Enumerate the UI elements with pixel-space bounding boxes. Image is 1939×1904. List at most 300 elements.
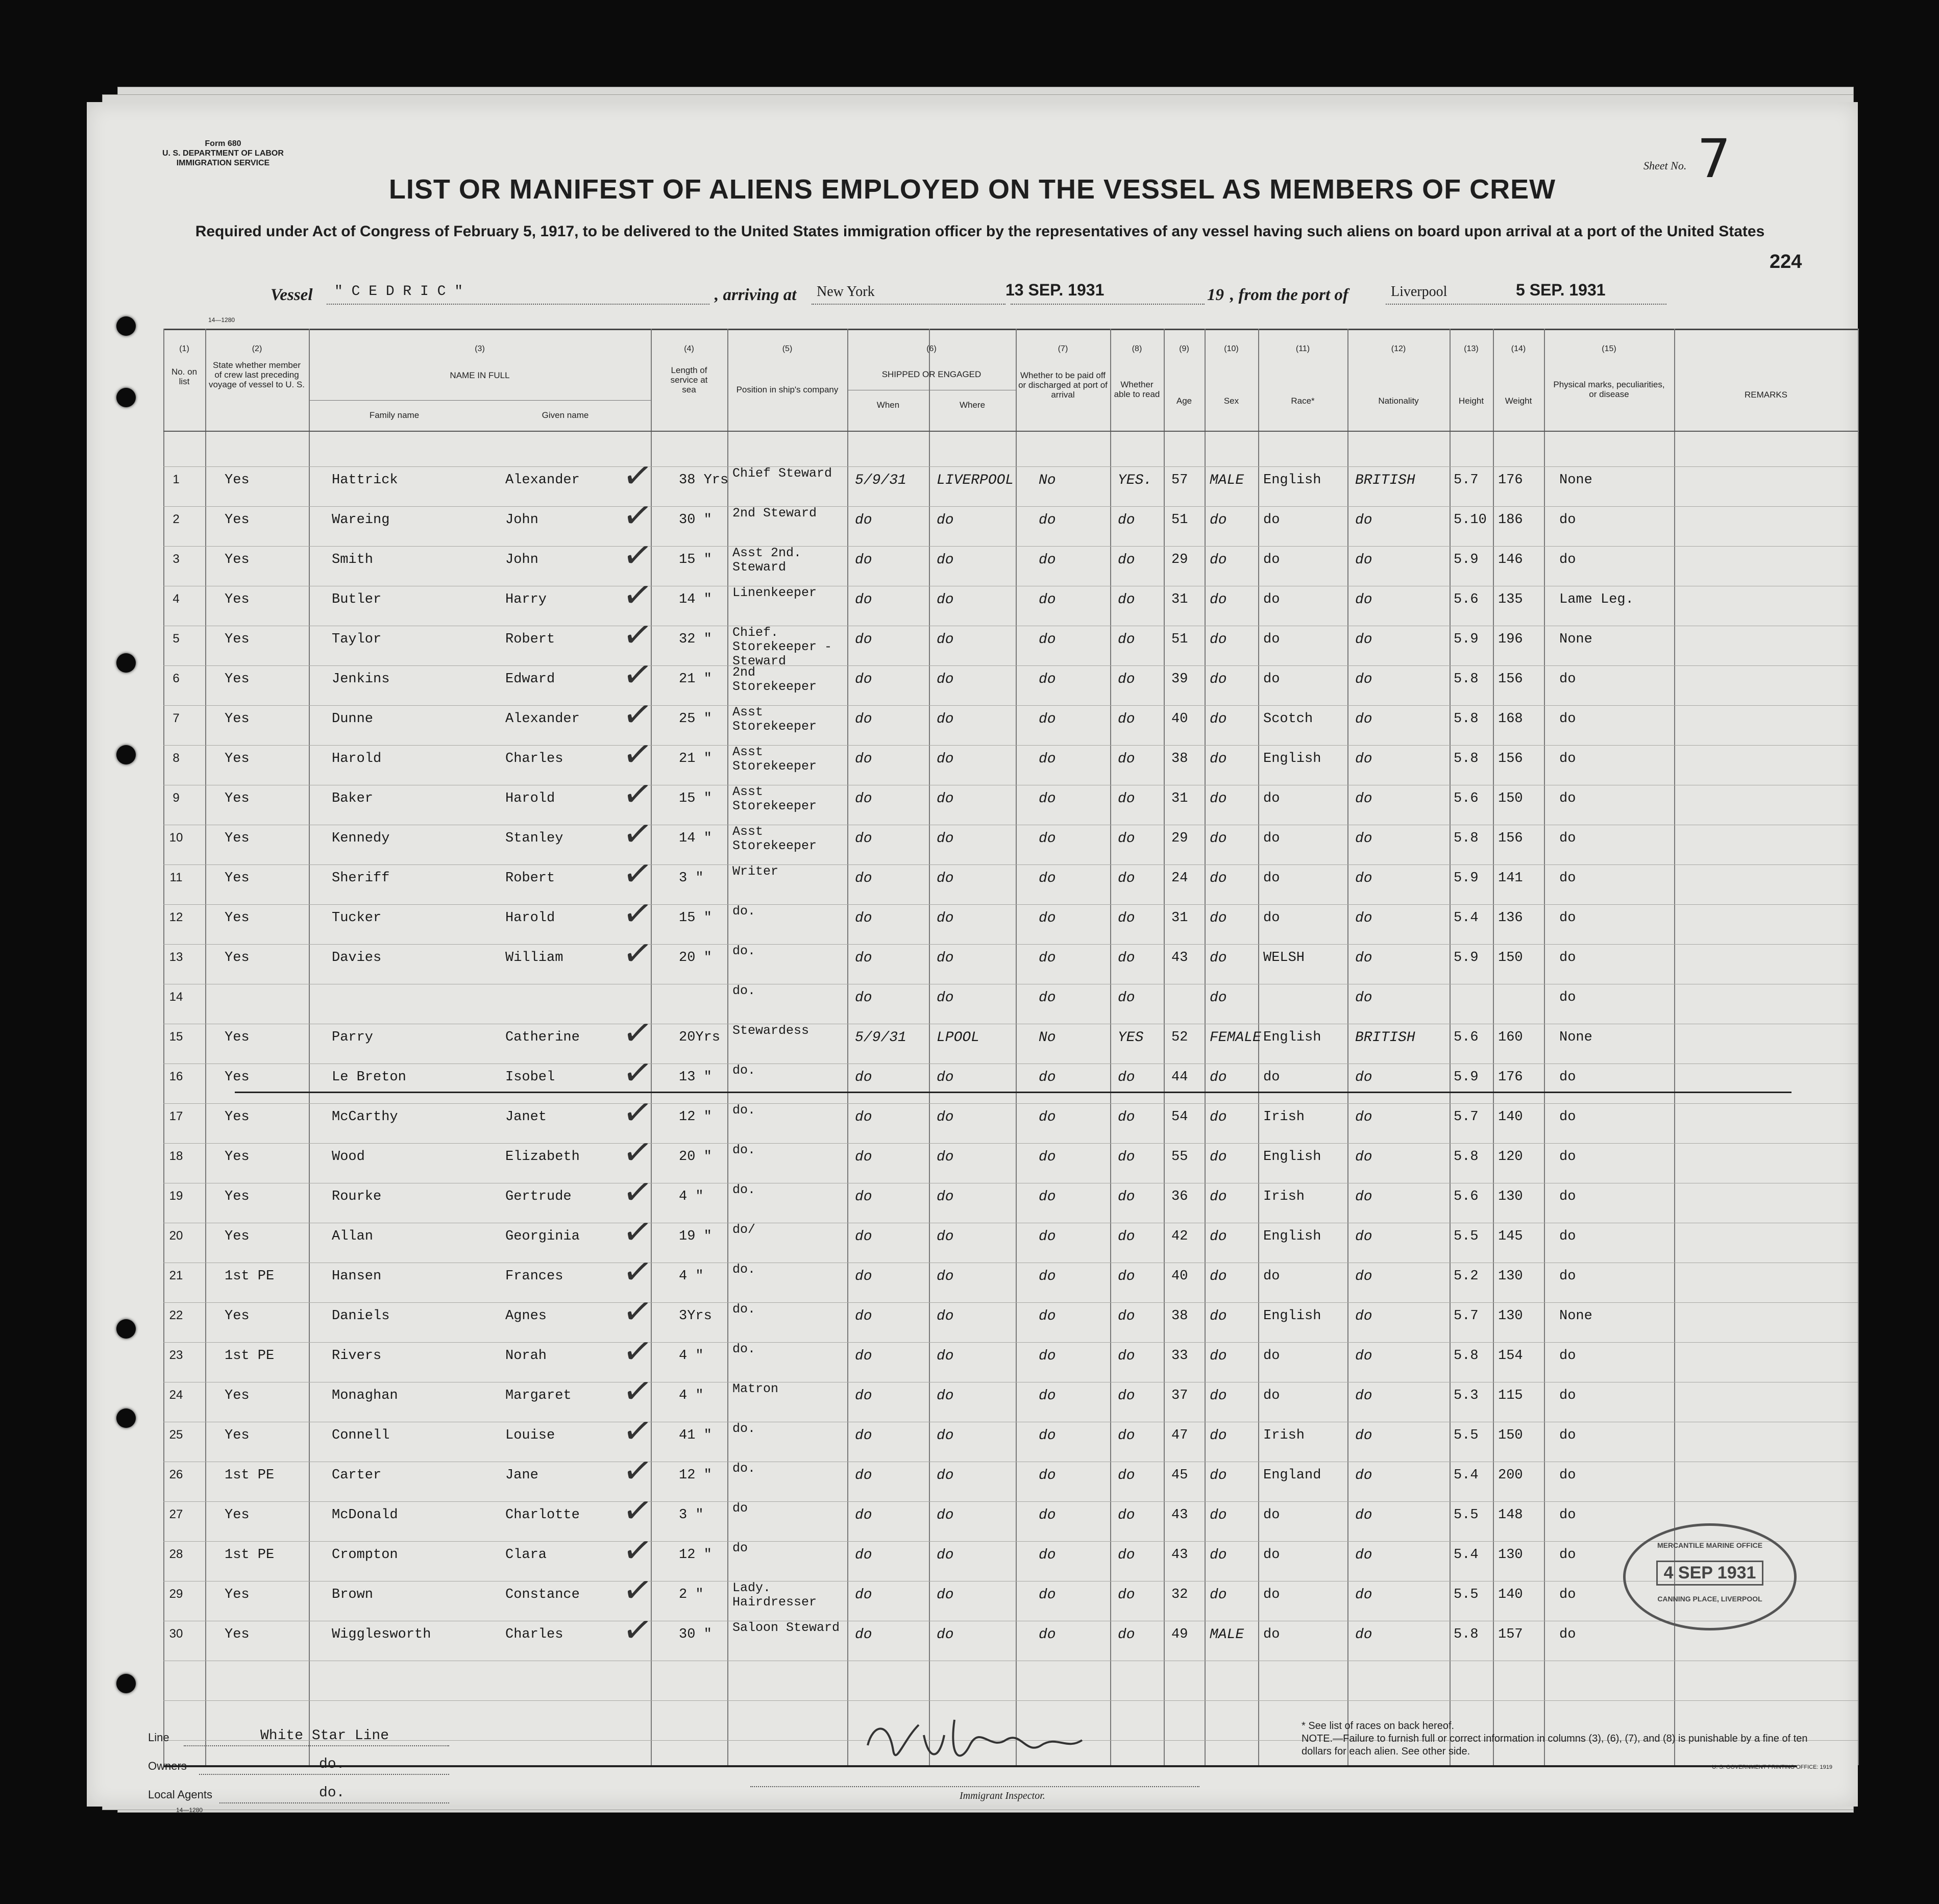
prev-voyage: 1st PE [225, 1348, 275, 1364]
race: do [1263, 592, 1280, 607]
height: 5.5 [1454, 1229, 1479, 1244]
age: 32 [1171, 1587, 1188, 1602]
position: Writer [732, 864, 779, 879]
family-name: Davies [332, 950, 382, 966]
shipped-when: do [855, 1388, 872, 1404]
check-mark-icon: ✓ [620, 492, 656, 538]
position: do. [732, 1143, 756, 1157]
service-length: 15 " [679, 552, 712, 567]
race: Irish [1263, 1109, 1305, 1125]
race: do [1263, 791, 1280, 806]
height: 5.6 [1454, 791, 1479, 806]
height: 5.8 [1454, 831, 1479, 846]
race: do [1263, 1269, 1280, 1284]
age: 43 [1171, 950, 1188, 966]
able-to-read: do [1118, 1308, 1135, 1324]
shipped-when: do [855, 1109, 872, 1125]
paid-off: do [1039, 1189, 1056, 1205]
height: 5.7 [1454, 473, 1479, 488]
prev-voyage: Yes [225, 1428, 250, 1443]
check-mark-icon: ✓ [620, 1090, 656, 1135]
position: do. [732, 1182, 756, 1197]
shipped-where: do [937, 1149, 954, 1165]
shipped-where: do [937, 910, 954, 926]
height: 5.4 [1454, 910, 1479, 926]
given-name: Norah [505, 1348, 547, 1364]
paid-off: do [1039, 1149, 1056, 1165]
vessel-underline [327, 304, 709, 305]
position: Chief. Storekeeper -Steward [732, 625, 832, 669]
agents-value: do. [319, 1785, 345, 1801]
weight: 130 [1498, 1189, 1523, 1204]
able-to-read: do [1118, 1189, 1135, 1205]
check-mark-icon: ✓ [620, 731, 656, 777]
sex: do [1210, 1468, 1227, 1483]
weight: 135 [1498, 592, 1523, 607]
given-name: Edward [505, 672, 555, 687]
paid-off: do [1039, 1348, 1056, 1364]
prev-voyage: Yes [225, 552, 250, 567]
race: Irish [1263, 1428, 1305, 1443]
mercantile-marine-stamp [1623, 1523, 1797, 1630]
height: 5.8 [1454, 711, 1479, 727]
physical-marks: do [1559, 910, 1576, 926]
given-name: Janet [505, 1109, 547, 1125]
shipped-where: do [937, 1189, 954, 1205]
row-number: 7 [173, 711, 180, 725]
prev-voyage: Yes [225, 512, 250, 528]
height: 5.8 [1454, 1348, 1479, 1364]
vessel-label: Vessel [271, 286, 313, 304]
check-mark-icon: ✓ [620, 1129, 656, 1175]
position: 2nd Storekeeper [732, 665, 817, 694]
age: 44 [1171, 1070, 1188, 1085]
row-number: 25 [169, 1428, 183, 1442]
height: 5.6 [1454, 1030, 1479, 1045]
height: 5.5 [1454, 1428, 1479, 1443]
service-length: 14 " [679, 592, 712, 607]
nationality: do [1355, 592, 1372, 608]
able-to-read: do [1118, 910, 1135, 926]
col-num-15: (15) [1602, 344, 1616, 353]
height: 5.4 [1454, 1468, 1479, 1483]
able-to-read: do [1118, 831, 1135, 847]
position: do. [732, 1461, 756, 1476]
physical-marks: do [1559, 950, 1576, 966]
shipped-when: do [855, 1308, 872, 1324]
physical-marks: do [1559, 1507, 1576, 1523]
row-number: 22 [169, 1308, 183, 1322]
race: do [1263, 1627, 1280, 1642]
given-name: Clara [505, 1547, 547, 1563]
weight: 150 [1498, 791, 1523, 806]
weight: 130 [1498, 1308, 1523, 1324]
check-mark-icon: ✓ [620, 1169, 656, 1215]
sheet-number: 7 [1697, 128, 1731, 190]
weight: 136 [1498, 910, 1523, 926]
weight: 141 [1498, 871, 1523, 886]
service-length: 4 " [679, 1189, 704, 1204]
nationality: do [1355, 711, 1372, 727]
service-length: 4 " [679, 1269, 704, 1284]
service-length: 32 " [679, 632, 712, 647]
position: do/ [732, 1222, 756, 1237]
physical-marks: do [1559, 512, 1576, 528]
shipped-when: do [855, 1070, 872, 1085]
service-length: 13 " [679, 1070, 712, 1085]
height: 5.9 [1454, 950, 1479, 966]
position: Stewardess [732, 1023, 809, 1038]
weight: 157 [1498, 1627, 1523, 1642]
service-length: 15 " [679, 910, 712, 926]
row-number: 10 [169, 831, 183, 845]
shipped-when: do [855, 672, 872, 687]
check-mark-icon: ✓ [620, 851, 656, 897]
shipped-where: do [937, 1468, 954, 1483]
shipped-when: do [855, 1229, 872, 1245]
row-number: 18 [169, 1149, 183, 1163]
line-label: Line [148, 1731, 169, 1744]
nationality: do [1355, 1109, 1372, 1125]
shipped-where: do [937, 751, 954, 767]
row-number: 29 [169, 1587, 183, 1601]
given-name: Georginia [505, 1229, 580, 1244]
age: 29 [1171, 552, 1188, 567]
owners-label: Owners [148, 1760, 187, 1772]
row-number: 5 [173, 632, 180, 646]
check-mark-icon: ✓ [620, 1368, 656, 1414]
service-length: 4 " [679, 1388, 704, 1403]
row-number: 21 [169, 1269, 183, 1282]
physical-marks: Lame Leg. [1559, 592, 1634, 607]
sex: do [1210, 711, 1227, 727]
check-mark-icon: ✓ [620, 1050, 656, 1096]
vessel-name: " C E D R I C " [334, 284, 463, 300]
height: 5.6 [1454, 592, 1479, 607]
height: 5.5 [1454, 1507, 1479, 1523]
race: do [1263, 1348, 1280, 1364]
service-length: 4 " [679, 1348, 704, 1364]
shipped-where: do [937, 1229, 954, 1245]
weight: 148 [1498, 1507, 1523, 1523]
paid-off: do [1039, 672, 1056, 687]
prev-voyage: Yes [225, 1149, 250, 1165]
paid-off: do [1039, 632, 1056, 648]
prev-voyage: Yes [225, 1109, 250, 1125]
row-number: 17 [169, 1109, 183, 1123]
given-name: Louise [505, 1428, 555, 1443]
punch-hole [116, 1408, 136, 1428]
position: Asst Storekeeper [732, 824, 817, 853]
paid-off: do [1039, 751, 1056, 767]
physical-marks: do [1559, 711, 1576, 727]
weight: 156 [1498, 672, 1523, 687]
service-length: 41 " [679, 1428, 712, 1443]
col-num-12: (12) [1391, 344, 1406, 353]
row-number: 9 [173, 791, 180, 805]
shipped-when: do [855, 1547, 872, 1563]
sheet-label: Sheet No. [1643, 159, 1687, 172]
position: do [732, 1501, 748, 1516]
height: 5.9 [1454, 1070, 1479, 1085]
nationality: do [1355, 672, 1372, 687]
punch-hole [116, 1674, 136, 1693]
nationality: do [1355, 1468, 1372, 1483]
sex: do [1210, 1229, 1227, 1245]
weight: 186 [1498, 512, 1523, 528]
able-to-read: do [1118, 1627, 1135, 1643]
col-num-9: (9) [1179, 344, 1189, 353]
height: 5.10 [1454, 512, 1487, 528]
age: 36 [1171, 1189, 1188, 1204]
race: English [1263, 1149, 1321, 1165]
printer-line: U. S. GOVERNMENT PRINTING OFFICE: 1919 [1712, 1764, 1832, 1770]
check-mark-icon: ✓ [620, 691, 656, 737]
service-length: 3 " [679, 871, 704, 886]
col-num-5: (5) [782, 344, 793, 353]
sex: do [1210, 1507, 1227, 1523]
shipped-where: do [937, 990, 954, 1006]
service-length: 38 Yrs [679, 473, 729, 488]
check-mark-icon: ✓ [620, 1328, 656, 1374]
nationality: do [1355, 1627, 1372, 1643]
weight: 146 [1498, 552, 1523, 567]
family-name: Sheriff [332, 871, 390, 886]
given-name: Gertrude [505, 1189, 572, 1204]
date-underline [1011, 304, 1205, 305]
col-header-where: Where [959, 400, 986, 410]
col-header-weight: Weight [1505, 396, 1532, 406]
given-name: Agnes [505, 1308, 547, 1324]
prev-voyage: Yes [225, 751, 250, 766]
weight: 150 [1498, 1428, 1523, 1443]
height: 5.9 [1454, 632, 1479, 647]
sex: do [1210, 672, 1227, 687]
shipped-where: LPOOL [937, 1030, 980, 1046]
able-to-read: do [1118, 751, 1135, 767]
paid-off: do [1039, 1308, 1056, 1324]
weight: 145 [1498, 1229, 1523, 1244]
age: 42 [1171, 1229, 1188, 1244]
height: 5.8 [1454, 751, 1479, 766]
family-name: Jenkins [332, 672, 390, 687]
shipped-where: do [937, 1627, 954, 1643]
able-to-read: do [1118, 1507, 1135, 1523]
weight: 154 [1498, 1348, 1523, 1364]
age: 43 [1171, 1507, 1188, 1523]
prev-voyage: Yes [225, 1070, 250, 1085]
race: do [1263, 910, 1280, 926]
prev-voyage: Yes [225, 592, 250, 607]
height: 5.8 [1454, 1149, 1479, 1165]
weight: 160 [1498, 1030, 1523, 1045]
family-name: Connell [332, 1428, 390, 1443]
shipped-when: do [855, 632, 872, 648]
able-to-read: do [1118, 592, 1135, 608]
port-underline [1386, 304, 1666, 305]
family-name: McDonald [332, 1507, 398, 1523]
agents-label: Local Agents [148, 1788, 212, 1801]
shipped-where: do [937, 1547, 954, 1563]
shipped-where: do [937, 672, 954, 687]
col-header-race: Race* [1291, 396, 1315, 406]
row-number: 27 [169, 1507, 183, 1521]
able-to-read: do [1118, 1348, 1135, 1364]
position: do. [732, 1421, 756, 1436]
row-number: 8 [173, 751, 180, 765]
height: 5.9 [1454, 552, 1479, 567]
punch-hole [116, 1319, 136, 1339]
shipped-when: do [855, 512, 872, 528]
sex: do [1210, 1388, 1227, 1404]
prev-voyage: Yes [225, 1507, 250, 1523]
row-number: 12 [169, 910, 183, 924]
row-number: 13 [169, 950, 183, 964]
physical-marks: do [1559, 871, 1576, 886]
punch-hole [116, 388, 136, 407]
given-name: Catherine [505, 1030, 580, 1045]
race: do [1263, 871, 1280, 886]
row-number: 2 [173, 512, 180, 526]
col-header-age: Age [1176, 396, 1192, 406]
shipped-where: do [937, 871, 954, 886]
shipped-where: do [937, 632, 954, 648]
arrival-date: 13 SEP. 1931 [1005, 281, 1105, 299]
footer-form-code: 14—1280 [176, 1807, 203, 1814]
able-to-read: do [1118, 672, 1135, 687]
punch-hole [116, 316, 136, 336]
prev-voyage: Yes [225, 1189, 250, 1204]
col-num-14: (14) [1511, 344, 1526, 353]
col-num-3: (3) [475, 344, 485, 353]
shipped-where: do [937, 1428, 954, 1444]
col-num-10: (10) [1224, 344, 1239, 353]
family-name: Tucker [332, 910, 382, 926]
race: do [1263, 1388, 1280, 1403]
check-mark-icon: ✓ [620, 930, 656, 976]
position: Asst Storekeeper [732, 745, 817, 774]
shipped-when: do [855, 1149, 872, 1165]
paid-off: do [1039, 910, 1056, 926]
service-length: 12 " [679, 1468, 712, 1483]
check-mark-icon: ✓ [620, 453, 656, 499]
paid-off: do [1039, 1587, 1056, 1603]
check-mark-icon: ✓ [620, 1289, 656, 1334]
prev-voyage: Yes [225, 672, 250, 687]
race: English [1263, 1030, 1321, 1045]
able-to-read: do [1118, 990, 1135, 1006]
age: 54 [1171, 1109, 1188, 1125]
sex: do [1210, 1269, 1227, 1284]
age: 29 [1171, 831, 1188, 846]
given-name: Charles [505, 751, 563, 766]
age: 38 [1171, 751, 1188, 766]
paid-off: do [1039, 1627, 1056, 1643]
sex: do [1210, 1348, 1227, 1364]
nationality: do [1355, 1149, 1372, 1165]
nationality: do [1355, 871, 1372, 886]
form-id: Form 680 U. S. DEPARTMENT OF LABOR IMMIGRATION SERVICE [162, 139, 284, 167]
service-length: 30 " [679, 512, 712, 528]
paid-off: do [1039, 1388, 1056, 1404]
family-name: Brown [332, 1587, 374, 1602]
given-name: Charles [505, 1627, 563, 1642]
position: do. [732, 1342, 756, 1356]
service-length: 2 " [679, 1587, 704, 1602]
nationality: do [1355, 512, 1372, 528]
shipped-where: do [937, 1507, 954, 1523]
sex: do [1210, 990, 1227, 1006]
physical-marks: do [1559, 791, 1576, 806]
paid-off: do [1039, 1229, 1056, 1245]
arriving-underline [812, 304, 1005, 305]
service-length: 19 " [679, 1229, 712, 1244]
nationality: do [1355, 1507, 1372, 1523]
service-length: 14 " [679, 831, 712, 846]
physical-marks: do [1559, 1547, 1576, 1563]
nationality: do [1355, 1189, 1372, 1205]
shipped-where: do [937, 1348, 954, 1364]
shipped-when: do [855, 592, 872, 608]
check-mark-icon: ✓ [620, 1607, 656, 1653]
nationality: do [1355, 632, 1372, 648]
paid-off: do [1039, 1468, 1056, 1483]
struck-row-line [235, 1092, 1791, 1093]
height: 5.7 [1454, 1109, 1479, 1125]
inspector-label: Immigrant Inspector. [960, 1790, 1045, 1801]
stamp-bottom: CANNING PLACE, LIVERPOOL [1657, 1595, 1762, 1603]
row-number: 15 [169, 1030, 183, 1044]
height: 5.3 [1454, 1388, 1479, 1403]
age: 55 [1171, 1149, 1188, 1165]
race: do [1263, 1587, 1280, 1602]
col-header-service: Length of service at sea [670, 365, 708, 394]
physical-marks: do [1559, 1468, 1576, 1483]
stamp-date: 4 SEP 1931 [1656, 1561, 1764, 1586]
col-header-height: Height [1458, 396, 1484, 406]
manifest-page [87, 102, 1858, 1814]
shipped-when: do [855, 1348, 872, 1364]
physical-marks: None [1559, 1308, 1592, 1324]
physical-marks: do [1559, 1587, 1576, 1602]
prev-voyage: Yes [225, 910, 250, 926]
able-to-read: do [1118, 1149, 1135, 1165]
able-to-read: do [1118, 512, 1135, 528]
able-to-read: do [1118, 1468, 1135, 1483]
age: 37 [1171, 1388, 1188, 1403]
shipped-when: do [855, 910, 872, 926]
service-length: 21 " [679, 751, 712, 766]
race: English [1263, 1229, 1321, 1244]
service-length: 3 " [679, 1507, 704, 1523]
sex: do [1210, 1308, 1227, 1324]
family-name: Rourke [332, 1189, 382, 1204]
row-number: 24 [169, 1388, 183, 1402]
height: 5.8 [1454, 1627, 1479, 1642]
year-label: 19 [1207, 286, 1224, 304]
service-length: 20 " [679, 1149, 712, 1165]
age: 38 [1171, 1308, 1188, 1324]
physical-marks: do [1559, 1428, 1576, 1443]
race: English [1263, 473, 1321, 488]
physical-marks: do [1559, 831, 1576, 846]
row-number: 4 [173, 592, 180, 606]
position: Lady. Hairdresser [732, 1580, 817, 1610]
paid-off: do [1039, 831, 1056, 847]
col-header-shipped: SHIPPED OR ENGAGED [881, 369, 981, 379]
col-header-position: Position in ship's company [736, 385, 839, 394]
weight: 168 [1498, 711, 1523, 727]
